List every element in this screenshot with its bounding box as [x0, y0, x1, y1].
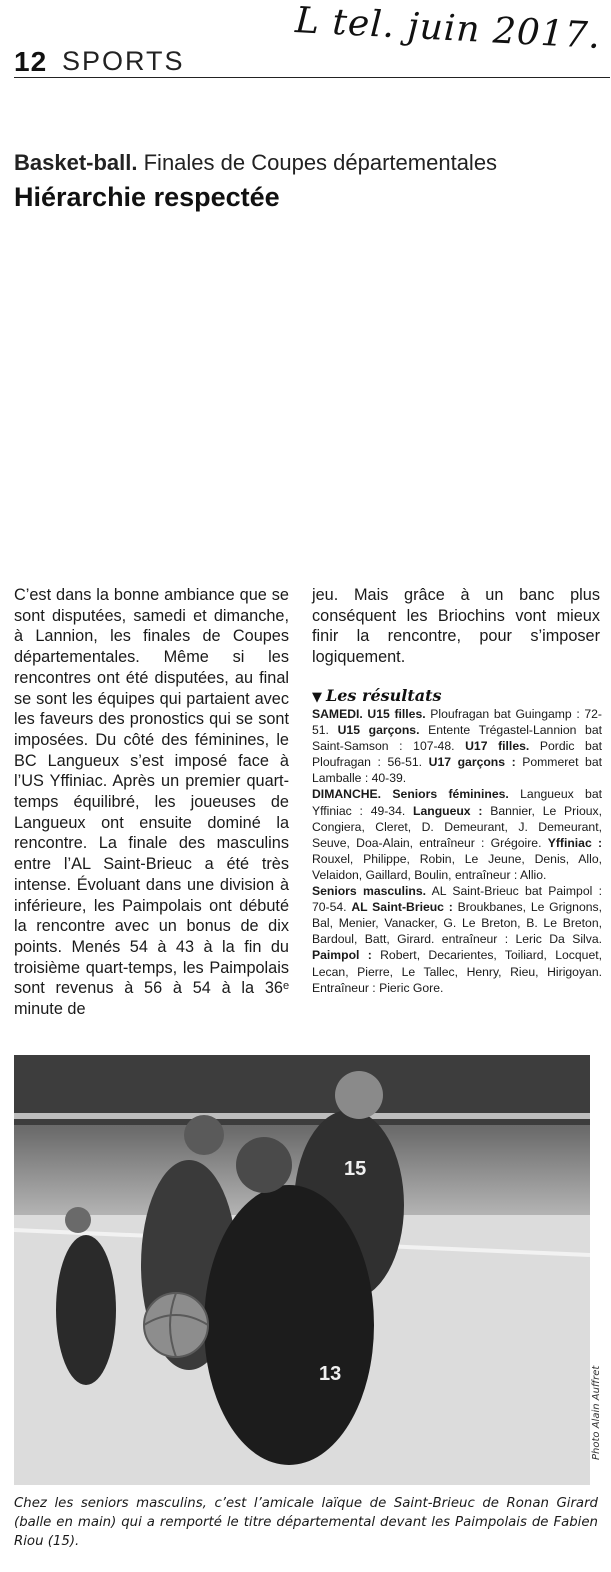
basketball-ball — [144, 1293, 208, 1357]
player-ball-carrier-head — [236, 1137, 292, 1193]
page-number: 12 — [14, 46, 48, 77]
player-ball-carrier — [204, 1185, 374, 1465]
basketball-photo — [14, 1055, 590, 1485]
results-label: Langueux : — [413, 803, 483, 818]
results-text: Robert, Decarientes, Toiliard, Locquet, Lecan, Pierre, Le Tallec, Henry, Rieu, Hirigoyan. Entraîneur : Pieric Gore. — [312, 948, 602, 995]
results-text: Pommeret bat Lamballe : 40-39. — [312, 755, 602, 786]
results-label: AL Saint-Brieuc : — [351, 900, 453, 915]
results-label: Paimpol : — [312, 948, 372, 963]
results-men — [312, 883, 602, 996]
kicker-subject: Finales de Coupes départementales — [137, 150, 498, 175]
jersey-number-13: 13 — [319, 1363, 342, 1385]
results-label: U17 filles. — [465, 739, 530, 754]
player-15-head — [335, 1071, 383, 1119]
player-defender-left-head — [184, 1115, 224, 1155]
results-label: U17 garçons : — [428, 755, 516, 770]
results-text: Bannier, Le Prioux, Congiera, Cleret, D. Demeurant, J. Demeurant, Seuve, Doa-Alain, entraîneur : Grégoire. — [312, 803, 602, 850]
photo-illustration — [14, 1055, 590, 1485]
header-rule — [14, 77, 610, 78]
handwritten-note: L tel. juin 2017. — [294, 0, 602, 57]
results-text: AL Saint-Brieuc bat Paimpol : 70-54. — [312, 884, 602, 915]
results-text: Rouxel, Philippe, Robin, Le Jeune, Denis, Allo, Velaidon, Gaillard, Boulin, entraîneur : Allio. — [312, 851, 602, 882]
background-player-left-head — [65, 1207, 91, 1233]
triangle-down-icon: ▼ — [312, 690, 322, 705]
stands-railing — [14, 1113, 590, 1119]
article-headline: Hiérarchie respectée — [14, 182, 280, 212]
results-label: Yffiniac : — [547, 835, 603, 850]
article-body-left: C’est dans la bonne ambiance que se sont disputées, samedi et dimanche, à Lannion, les finales de Coupes départementales. Même si les rencontres ont été disputées, au final se sont les équipes qui partaient avec les faveurs des pronostics qui se sont imposées. Du côté des féminines, le BC Langueux s’est imposé face à l’US Yffiniac. Après un premier quart-temps équilibré, les joueuses de Langueux ont ensuite dominé la rencontre. La finale des masculins entre l’AL Saint-Brieuc a été très intense. Évoluant dans une division à inférieure, les Paimpolais ont débuté la rencontre avec un bonus de dix points. Menés 54 à 43 à la fin du troisième quart-temps, les Paimpolais sont revenus à 56 à 54 à la 36ᵉ minute de — [14, 586, 289, 1019]
article-kicker — [14, 150, 497, 176]
photo-credit: Photo Alain Auffret — [591, 1365, 602, 1460]
results-label: DIMANCHE. Seniors féminines. — [312, 787, 509, 802]
results-sunday-women — [312, 786, 602, 883]
background-player-left — [56, 1235, 116, 1385]
results-text: Langueux bat Yffiniac : 49-34. — [312, 787, 602, 818]
jersey-number-15: 15 — [344, 1158, 367, 1180]
results-label: SAMEDI. U15 filles. — [312, 707, 426, 721]
results-label: Seniors masculins. — [312, 884, 426, 899]
results-text: Entente Trégastel-Lannion bat Saint-Samson : 107-48. — [312, 723, 602, 754]
section-title: SPORTS — [62, 46, 185, 76]
photo-caption: Chez les seniors masculins, c’est l’amicale laïque de Saint-Brieuc de Ronan Girard (balle en main) qui a remporté le titre départemental devant les Paimpolais de Fabien Riou (15). — [14, 1496, 598, 1549]
kicker-sport: Basket-ball. — [14, 150, 138, 175]
article-body-right: jeu. Mais grâce à un banc plus conséquent les Briochins vont mieux finir la rencontre, pour s’imposer logiquement. — [312, 586, 600, 667]
results-text: Ploufragan bat Guingamp : 72-51. — [312, 707, 602, 738]
results-title — [312, 686, 442, 705]
results-text: Pordic bat Ploufragan : 56-51. — [312, 739, 602, 770]
results-label: U15 garçons. — [337, 723, 420, 738]
results-title-text: Les résultats — [326, 686, 442, 705]
results-saturday — [312, 706, 602, 786]
results-text: Broukbanes, Le Grignons, Bal, Menier, Vanacker, G. Le Breton, B. Le Breton, Bardoul, Batt, Girard. entraîneur : Leric Da Silva. — [312, 900, 602, 947]
results-block — [312, 706, 602, 996]
